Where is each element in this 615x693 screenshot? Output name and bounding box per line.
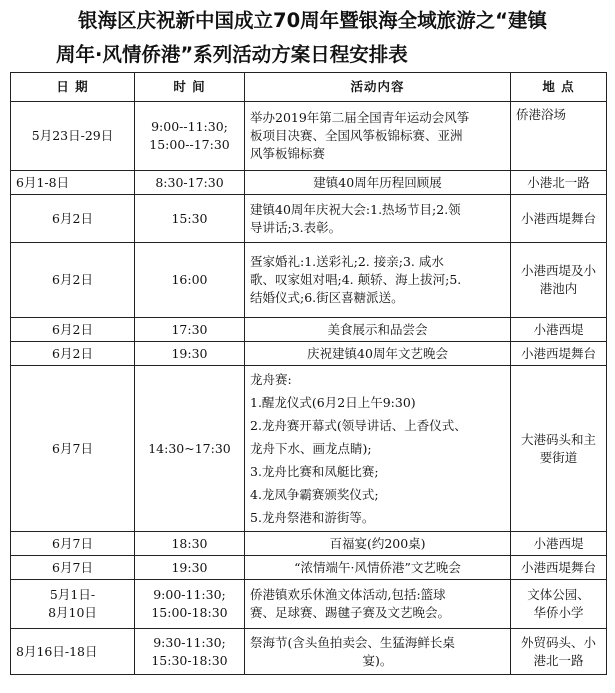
content-line: 举办2019年第二届全国青年运动会风筝: [250, 110, 470, 125]
content-cell: [245, 243, 511, 318]
date-cell: 5月23日-29日: [11, 102, 135, 171]
content-cell: [245, 629, 511, 675]
header-time: 时 间: [135, 73, 245, 102]
content-line: 歌、叹家姐对唱;4. 颠轿、海上拔河;5.: [250, 272, 462, 287]
content-line: 建镇40周年庆祝大会:1.热场节目;2.领: [250, 201, 461, 217]
content-cell: “浓情端午·风情侨港”文艺晚会: [245, 556, 511, 580]
time-cell: 14:30~17:30: [135, 366, 245, 532]
content-line: 祭海节(含头鱼拍卖会、生猛海鲜长桌: [250, 634, 455, 650]
table-row: [11, 366, 607, 532]
place-cell: 大港码头和主要街道: [511, 366, 607, 532]
table-row: [11, 532, 607, 556]
place-cell: 侨港浴场: [511, 102, 607, 171]
table-row: [11, 195, 607, 243]
time-cell: 15:30: [135, 195, 245, 243]
table-row: [11, 342, 607, 366]
content-line: 赛、足球赛、踢毽子赛及文艺晚会。: [250, 605, 451, 620]
date-cell: 6月2日: [11, 342, 135, 366]
content-line: 5.龙舟祭港和游街等。: [250, 510, 375, 525]
title-line-1: 银海区庆祝新中国成立70周年暨银海全域旅游之“建镇: [78, 9, 547, 32]
place-cell: 小港西堤舞台: [511, 556, 607, 580]
time-cell: 8:30-17:30: [135, 171, 245, 195]
header-row: [11, 73, 607, 102]
date-cell: 6月1-8日: [11, 171, 135, 195]
content-cell: 庆祝建镇40周年文艺晚会: [245, 342, 511, 366]
content-cell: [245, 102, 511, 171]
table-row: [11, 102, 607, 171]
schedule-table: [10, 72, 607, 675]
time-cell: 18:30: [135, 532, 245, 556]
content-line: 1.醒龙仪式(6月2日上午9:30): [250, 395, 416, 410]
content-line: 龙舟下水、画龙点睛);: [250, 441, 372, 456]
content-line: 侨港镇欢乐休渔文体活动,包括:篮球: [250, 587, 446, 602]
place-cell: 小港西堤及小港池内: [511, 243, 607, 318]
time-cell: 19:30: [135, 556, 245, 580]
date-cell: 8月16日-18日: [11, 629, 135, 675]
title-line-2: 周年·风情侨港”系列活动方案日程安排表: [56, 43, 408, 66]
content-line: 导讲话;3.表彰。: [250, 219, 342, 235]
content-line: 板项目决赛、全国风筝板锦标赛、亚洲: [250, 128, 463, 143]
date-cell: 6月2日: [11, 195, 135, 243]
header-date: 日 期: [11, 73, 135, 102]
content-cell: 美食展示和品尝会: [245, 318, 511, 342]
content-line: 宴)。: [362, 652, 393, 668]
time-cell: 19:30: [135, 342, 245, 366]
date-cell: [11, 580, 135, 629]
table-row: [11, 318, 607, 342]
header-content: 活动内容: [245, 73, 511, 102]
time-line: 15:30-18:30: [151, 652, 228, 668]
date-cell: 6月7日: [11, 532, 135, 556]
content-line: 风筝板锦标赛: [250, 146, 326, 161]
date-line: 8月10日: [48, 605, 97, 620]
time-cell: 17:30: [135, 318, 245, 342]
document-title: [0, 4, 615, 72]
time-cell: 16:00: [135, 243, 245, 318]
date-cell: 6月2日: [11, 318, 135, 342]
table-row: [11, 629, 607, 675]
date-line: 5月1日-: [49, 587, 96, 602]
time-cell: [135, 629, 245, 675]
place-line: 港北一路: [533, 652, 584, 668]
content-cell: 建镇40周年历程回顾展: [245, 171, 511, 195]
time-cell: [135, 102, 245, 171]
place-cell: 小港西堤: [511, 532, 607, 556]
place-cell: 小港北一路: [511, 171, 607, 195]
place-line: 华侨小学: [533, 605, 584, 620]
place-cell: 小港西堤: [511, 318, 607, 342]
place-cell: 小港西堤舞台: [511, 342, 607, 366]
table-row: [11, 580, 607, 629]
time-cell: [135, 580, 245, 629]
time-line: 9:00--11:30;: [151, 119, 228, 134]
content-line: 2.龙舟赛开幕式(领导讲话、上香仪式、: [250, 418, 467, 433]
place-line: 文体公园、: [527, 587, 590, 602]
content-line: 结婚仪式;6.街区喜糖派送。: [250, 290, 404, 305]
date-cell: 6月2日: [11, 243, 135, 318]
date-cell: 6月7日: [11, 556, 135, 580]
header-place: 地 点: [511, 73, 607, 102]
content-line: 龙舟赛:: [250, 372, 292, 387]
place-cell: 小港西堤舞台: [511, 195, 607, 243]
time-line: 9:00-11:30;: [153, 587, 226, 602]
table-row: [11, 556, 607, 580]
table-row: [11, 243, 607, 318]
content-cell: [245, 580, 511, 629]
place-line: 外贸码头、小: [520, 634, 596, 650]
place-cell: [511, 580, 607, 629]
place-cell: [511, 629, 607, 675]
date-cell: 6月7日: [11, 366, 135, 532]
time-line: 9:30-11:30;: [153, 634, 226, 650]
table-row: [11, 171, 607, 195]
time-line: 15:00-18:30: [151, 605, 228, 620]
content-cell: [245, 195, 511, 243]
content-cell: [245, 366, 511, 532]
content-line: 3.龙舟比赛和凤艇比赛;: [250, 464, 379, 479]
content-cell: 百福宴(约200桌): [245, 532, 511, 556]
content-line: 4.龙凤争霸赛颁奖仪式;: [250, 487, 379, 502]
content-line: 疍家婚礼:1.送彩礼;2. 接亲;3. 咸水: [250, 254, 444, 269]
time-line: 15:00--17:30: [149, 137, 230, 152]
